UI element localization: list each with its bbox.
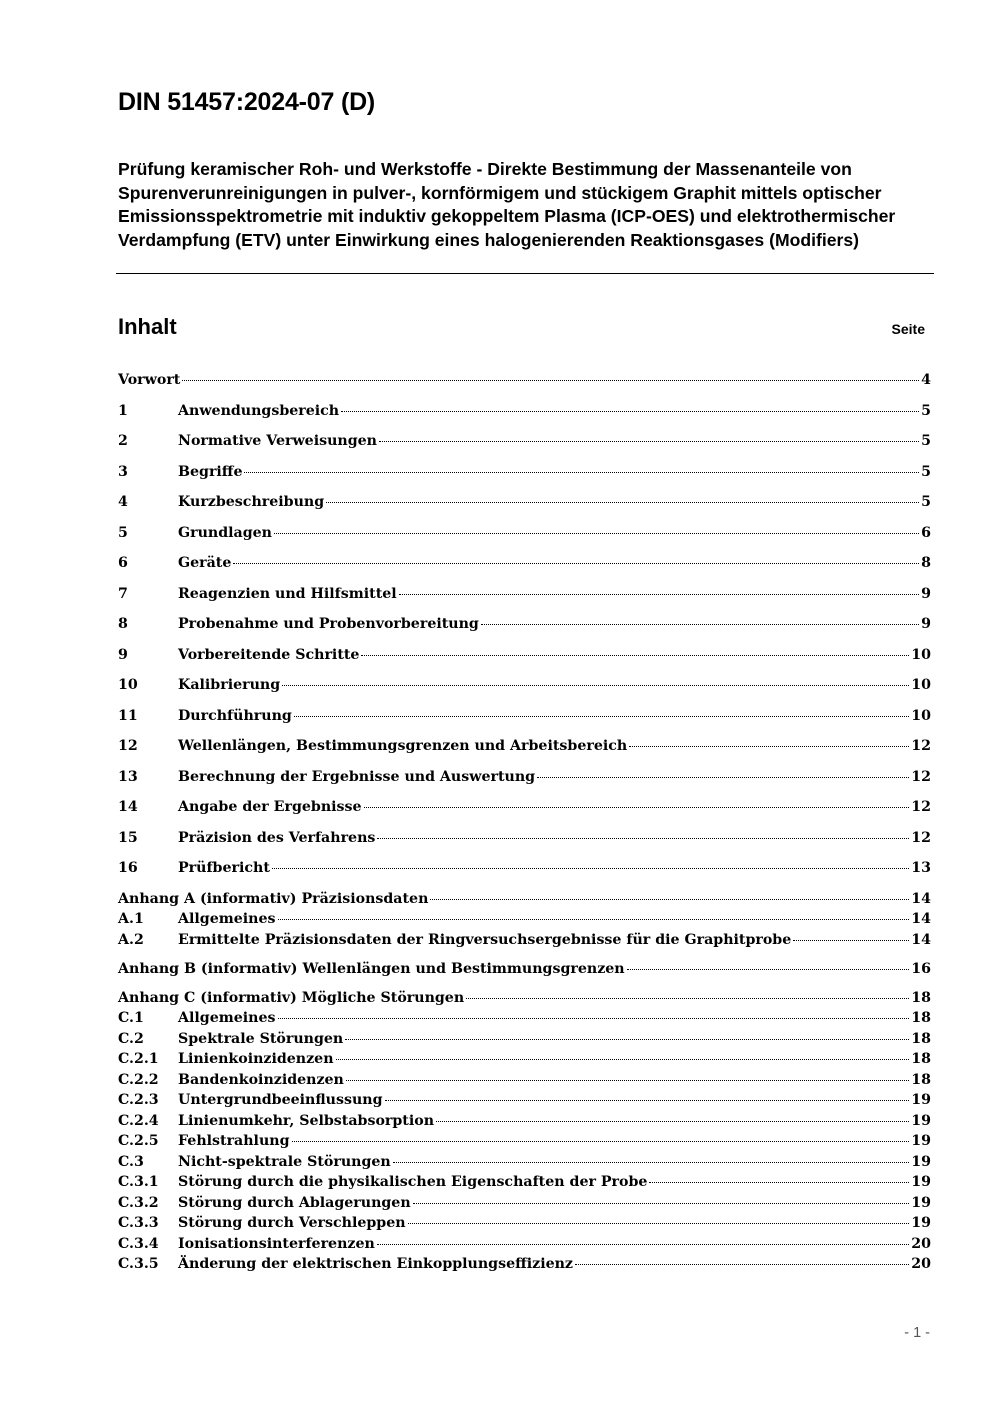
toc-entry-page: 18 (911, 1071, 931, 1088)
toc-entry-number: 8 (118, 616, 128, 632)
toc-dot-leader (408, 1223, 910, 1224)
toc-dot-leader (436, 1121, 909, 1122)
toc-entry-number: 16 (118, 860, 138, 876)
toc-entry-page: 18 (911, 989, 931, 1006)
toc-entry[interactable] (118, 797, 931, 818)
toc-entry[interactable] (118, 645, 931, 666)
toc-entry[interactable] (118, 584, 931, 605)
toc-entry-number: C.2.2 (118, 1071, 159, 1088)
toc-entry[interactable] (118, 1090, 931, 1111)
toc-entry-number: 15 (118, 829, 138, 846)
toc-entry-number: C.3.3 (118, 1215, 159, 1231)
toc-entry-page: 20 (911, 1256, 931, 1272)
toc-entry-page: 18 (911, 1051, 931, 1067)
toc-entry-label: Spektrale Störungen (178, 1030, 344, 1047)
toc-dot-leader (274, 533, 919, 534)
toc-entry-page: 5 (921, 402, 931, 419)
toc-entry-number: C.2 (118, 1030, 144, 1047)
toc-entry-label: Kurzbeschreibung (178, 494, 325, 510)
toc-entry-number: 3 (118, 463, 128, 480)
toc-dot-leader (233, 563, 919, 564)
toc-entry-number: 6 (118, 555, 128, 571)
toc-entry-page: 12 (911, 829, 931, 846)
title-rule (116, 273, 934, 274)
toc-dot-leader (627, 969, 910, 970)
toc-dot-leader (649, 1182, 909, 1183)
toc-entry-page: 12 (911, 738, 931, 754)
toc-dot-leader (399, 594, 919, 595)
toc-entry-page: 9 (921, 616, 931, 632)
toc-entry[interactable] (118, 889, 931, 910)
toc-dot-leader (377, 838, 909, 839)
toc-entry-number: A.2 (118, 931, 144, 948)
toc-entry[interactable] (118, 1049, 931, 1070)
toc-entry[interactable] (118, 431, 931, 452)
toc-dot-leader (282, 685, 909, 686)
toc-entry[interactable] (118, 959, 931, 980)
toc-entry-page: 9 (921, 585, 931, 602)
toc-entry-label: Anhang B (informativ) Wellenlängen und Bestimmungsgrenzen (118, 960, 625, 977)
toc-entry-label: Durchführung (178, 707, 292, 724)
toc-entry-label: Untergrundbeeinflussung (178, 1092, 383, 1108)
toc-entry-number: C.3 (118, 1153, 144, 1170)
toc-dot-leader (385, 1100, 910, 1101)
toc-entry-number: 5 (118, 524, 128, 541)
toc-page-column-heading: Seite (891, 321, 925, 337)
toc-entry-number: 14 (118, 799, 138, 815)
toc-entry-number: C.3.1 (118, 1174, 159, 1190)
toc-dot-leader (272, 868, 909, 869)
toc-dot-leader (326, 502, 919, 503)
toc-dot-leader (466, 998, 909, 999)
toc-entry-page: 19 (911, 1215, 931, 1231)
toc-entry-page: 14 (911, 890, 931, 907)
toc-entry-page: 5 (921, 433, 931, 449)
toc-entry[interactable] (118, 1254, 931, 1275)
toc-dot-leader (182, 380, 919, 381)
toc-entry-number: C.3.5 (118, 1256, 159, 1272)
toc-entry-number: C.2.1 (118, 1051, 159, 1067)
toc-entry-number: 10 (118, 677, 138, 693)
toc-dot-leader (481, 624, 919, 625)
toc-dot-leader (336, 1059, 910, 1060)
toc-entry-label: Wellenlängen, Bestimmungsgrenzen und Arbeitsbereich (178, 738, 628, 754)
toc-entry-number: 13 (118, 768, 138, 785)
toc-entry-page: 14 (911, 911, 931, 927)
document-title: DIN 51457:2024-07 (D) (118, 88, 376, 116)
toc-entry-label: Berechnung der Ergebnisse und Auswertung (178, 768, 536, 785)
toc-entry-label: Allgemeines (178, 1010, 276, 1026)
toc-entry-label: Anhang C (informativ) Mögliche Störungen (118, 989, 465, 1006)
toc-entry[interactable] (118, 1131, 931, 1152)
toc-entry[interactable] (118, 462, 931, 483)
toc-entry-label: Kalibrierung (178, 677, 281, 693)
toc-dot-leader (575, 1264, 909, 1265)
toc-entry-label: Normative Verweisungen (178, 433, 377, 449)
toc-entry[interactable] (118, 1070, 931, 1091)
toc-dot-leader (361, 655, 909, 656)
toc-entry-number: C.3.2 (118, 1194, 159, 1211)
toc-entry-page: 19 (911, 1133, 931, 1149)
toc-entry-number: 4 (118, 494, 128, 510)
toc-entry[interactable] (118, 1152, 931, 1173)
toc-entry-number: C.2.5 (118, 1133, 159, 1149)
toc-dot-leader (377, 1244, 909, 1245)
toc-entry-page: 12 (911, 768, 931, 785)
toc-entry[interactable] (118, 1172, 931, 1193)
toc-entry-page: 18 (911, 1030, 931, 1047)
table-of-contents (118, 370, 931, 1275)
toc-dot-leader (278, 919, 910, 920)
toc-dot-leader (364, 807, 910, 808)
toc-dot-leader (278, 1018, 910, 1019)
toc-entry-label: Änderung der elektrischen Einkopplungseffizienz (178, 1256, 573, 1272)
toc-entry-page: 10 (911, 677, 931, 693)
toc-entry-page: 10 (911, 646, 931, 663)
toc-dot-leader (629, 746, 909, 747)
toc-entry-number: C.2.4 (118, 1112, 159, 1129)
toc-dot-leader (537, 777, 909, 778)
toc-entry[interactable] (118, 1213, 931, 1234)
toc-entry-label: Störung durch die physikalischen Eigenschaften der Probe (178, 1174, 648, 1190)
toc-entry-label: Prüfbericht (178, 860, 270, 876)
toc-entry[interactable] (118, 523, 931, 544)
toc-entry[interactable] (118, 909, 931, 930)
toc-entry-label: Angabe der Ergebnisse (178, 799, 362, 815)
toc-entry-page: 5 (921, 463, 931, 480)
toc-entry-label: Ionisationsinterferenzen (178, 1235, 375, 1252)
toc-entry-label: Probenahme und Probenvorbereitung (178, 616, 479, 632)
toc-entry-number: 9 (118, 646, 128, 663)
toc-entry-page: 12 (911, 799, 931, 815)
toc-entry-number: 1 (118, 402, 128, 419)
document-subtitle: Prüfung keramischer Roh- und Werkstoffe - Direkte Bestimmung der Massenanteile von Spurenverunreinigungen in pulver-, kornförmigem und stückigem Graphit mittels optischer Emissionsspektrometrie mit induktiv gekoppeltem Plasma (ICP-OES) und elektrothermischer Verdampfung (ETV) unter Einwirkung eines halogenierenden Reaktionsgases (Modifiers) (118, 159, 896, 250)
toc-entry[interactable] (118, 370, 931, 391)
toc-entry[interactable] (118, 736, 931, 757)
toc-dot-leader (793, 940, 909, 941)
toc-entry-label: Fehlstrahlung (178, 1133, 290, 1149)
toc-entry-label: Allgemeines (178, 911, 276, 927)
toc-entry-page: 5 (921, 494, 931, 510)
toc-entry-page: 18 (911, 1010, 931, 1026)
toc-entry-label: Reagenzien und Hilfsmittel (178, 585, 397, 602)
toc-entry[interactable] (118, 401, 931, 422)
toc-entry-label: Störung durch Verschleppen (178, 1215, 406, 1231)
toc-entry-page: 10 (911, 707, 931, 724)
toc-entry-number: C.2.3 (118, 1092, 159, 1108)
toc-dot-leader (294, 716, 909, 717)
toc-entry[interactable] (118, 614, 931, 635)
toc-entry[interactable] (118, 1111, 931, 1132)
toc-entry-label: Störung durch Ablagerungen (178, 1194, 411, 1211)
toc-entry-page: 16 (911, 960, 931, 977)
toc-entry-label: Bandenkoinzidenzen (178, 1071, 344, 1088)
toc-entry[interactable] (118, 1193, 931, 1214)
toc-entry[interactable] (118, 675, 931, 696)
toc-entry[interactable] (118, 1234, 931, 1255)
toc-entry-number: 12 (118, 738, 138, 754)
toc-entry-label: Linienumkehr, Selbstabsorption (178, 1112, 435, 1129)
toc-entry-page: 19 (911, 1194, 931, 1211)
toc-entry-number: A.1 (118, 911, 144, 927)
toc-entry-label: Begriffe (178, 463, 243, 480)
toc-entry-label: Anwendungsbereich (178, 402, 340, 419)
toc-entry-page: 13 (911, 860, 931, 876)
toc-entry[interactable] (118, 828, 931, 849)
toc-entry-number: C.1 (118, 1010, 144, 1026)
toc-entry-label: Vorwort (118, 372, 181, 388)
toc-entry-label: Nicht-spektrale Störungen (178, 1153, 391, 1170)
page-number: - 1 - (904, 1325, 930, 1341)
toc-entry-label: Grundlagen (178, 524, 272, 541)
toc-entry[interactable] (118, 988, 931, 1009)
toc-entry[interactable] (118, 858, 931, 879)
toc-entry-page: 14 (911, 931, 931, 948)
toc-dot-leader (379, 441, 919, 442)
toc-entry[interactable] (118, 706, 931, 727)
toc-entry-page: 20 (911, 1235, 931, 1252)
toc-entry[interactable] (118, 553, 931, 574)
toc-entry[interactable] (118, 767, 931, 788)
toc-entry[interactable] (118, 930, 931, 951)
toc-dot-leader (292, 1141, 910, 1142)
toc-dot-leader (345, 1039, 909, 1040)
toc-dot-leader (346, 1080, 909, 1081)
toc-entry-page: 19 (911, 1174, 931, 1190)
toc-dot-leader (393, 1162, 910, 1163)
toc-entry-label: Geräte (178, 555, 232, 571)
toc-entry[interactable] (118, 1008, 931, 1029)
toc-entry-page: 19 (911, 1153, 931, 1170)
toc-dot-leader (430, 899, 909, 900)
toc-entry-label: Vorbereitende Schritte (178, 646, 360, 663)
toc-entry-page: 19 (911, 1112, 931, 1129)
toc-dot-leader (244, 472, 919, 473)
toc-entry-page: 6 (921, 524, 931, 541)
toc-entry-label: Ermittelte Präzisionsdaten der Ringversuchsergebnisse für die Graphitprobe (178, 931, 792, 948)
toc-entry-page: 8 (921, 555, 931, 571)
toc-entry-page: 19 (911, 1092, 931, 1108)
toc-entry-label: Präzision des Verfahrens (178, 829, 376, 846)
toc-entry-number: C.3.4 (118, 1235, 159, 1252)
toc-entry[interactable] (118, 492, 931, 513)
toc-entry[interactable] (118, 1029, 931, 1050)
toc-entry-number: 7 (118, 585, 128, 602)
toc-entry-number: 11 (118, 707, 138, 724)
toc-heading: Inhalt (118, 314, 177, 339)
toc-entry-page: 4 (921, 372, 931, 388)
toc-entry-number: 2 (118, 433, 128, 449)
toc-entry-label: Anhang A (informativ) Präzisionsdaten (118, 890, 429, 907)
toc-dot-leader (341, 411, 919, 412)
toc-dot-leader (413, 1203, 910, 1204)
toc-entry-label: Linienkoinzidenzen (178, 1051, 334, 1067)
